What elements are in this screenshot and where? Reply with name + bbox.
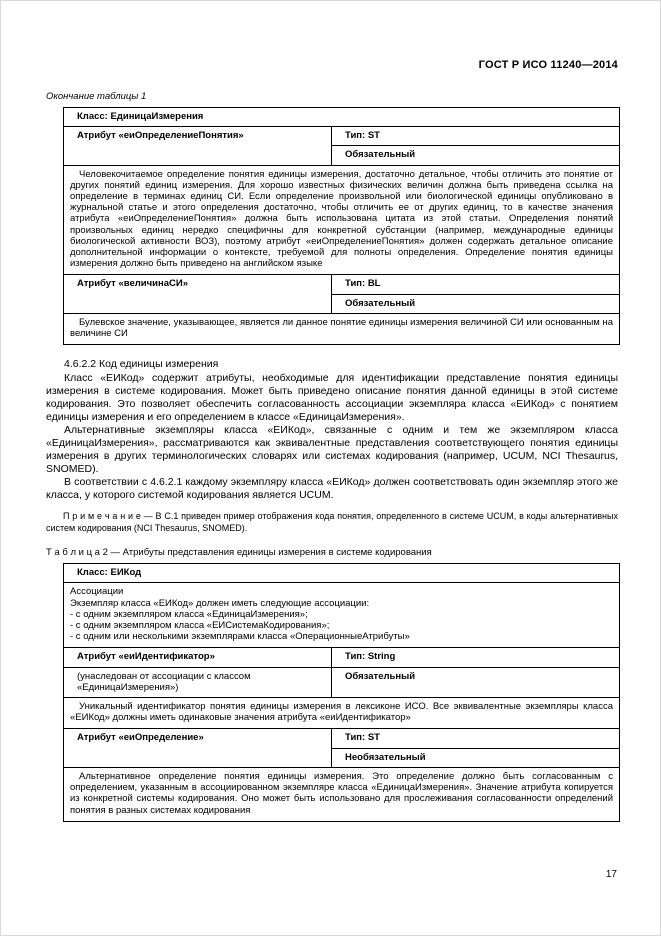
table-row [64,648,620,667]
table1-continuation-note: Окончание таблицы 1 [46,91,147,102]
table-row [64,564,620,583]
association-item: - с одним экземпляром класса «ЕИСистемаКодирования»; [70,620,330,632]
table1-attr-definition-requirement-cell: Обязательный [332,146,620,165]
table2-attr-identifier-type-cell: Тип: String [332,648,620,667]
table2-attr-identifier-requirement-cell: Обязательный [332,667,620,697]
table2-attr-definition-description-cell [64,767,620,821]
table-row [64,583,620,648]
table2-attr-definition-type-cell: Тип: ST [332,729,620,748]
table-row [64,127,620,146]
table-row [64,667,620,697]
description-text: Альтернативное определение понятия единицы измерения. Это определение должно быть согласованным с определением, указанным в ассоциированном экземпляре класса «ЕдиницаИзмерения». Значение атрибута копируется из конкретной системы кодирования. Оно может быть использовано для прослеживания согласованности определений понятия в разных системах кодирования [70,770,614,816]
table-row [64,108,620,127]
table2-attr-definition-requirement-cell: Необязательный [332,748,620,767]
table-row [64,313,620,344]
associations-title: Ассоциации [70,586,124,598]
paragraph: Класс «ЕИКод» содержит атрибуты, необходимые для идентификации представление понятия единицы измерения в системе кодирования. Может быть приведено описание понятия данной единицы в этой системе кодирования. Это позволяет обеспечить согласованность ассоциации экземпляра класса «ЕИКод» с понятием единицы измерения и его определением в классе «ЕдиницаИзмерения». [46,372,618,424]
table-row [64,275,620,294]
page-number: 17 [605,869,617,880]
table-row [64,165,620,275]
table1-attr-si-requirement-cell: Обязательный [332,294,620,313]
table-row [64,729,620,748]
description-text: Человекочитаемое определение понятия единицы измерения, достаточно детальное, чтобы отличить это понятие от других понятий единиц измерения. Для хорошо известных физических величин должна быть приведена ссылка на определение в терминах единиц СИ. Если определение произвольной или биологической единицы опубликовано в журнальной статье и этого определения достаточно, чтобы отличить ее от других единиц, то в качестве значения атрибута «еиОпределениеПонятия» должна быть использована цитата из этой статьи. Определения понятий произвольных единиц нередко специфичны для конкретной субстанции (например, международные единицы биологической активности ВОЗ), поэтому атрибут «еиОпределениеПонятия» должен содержать детальное описание дополнительной информации о контексте, требуемой для полноты определения. Определение понятия единицы измерения должно быть приведено на английском языке [70,168,613,270]
association-item: - с одним экземпляром класса «ЕдиницаИзмерения»; [70,608,308,620]
table2-ei-code [63,563,620,821]
table1-unit-of-measure [63,107,620,345]
table1-attr-definition-name-cell: Атрибут «еиОпределениеПонятия» [64,127,332,165]
section-heading: 4.6.2.2 Код единицы измерения [64,358,219,371]
associations-intro: Экземпляр класса «ЕИКод» должен иметь следующие ассоциации: [70,597,370,609]
table2-attr-identifier-name-cell: Атрибут «еиИдентификатор» [64,648,332,667]
table2-attr-identifier-description-cell [64,698,620,729]
table1-class-cell: Класс: ЕдиницаИзмерения [64,108,620,127]
description-text: Булевское значение, указывающее, является ли данное понятие единицы измерения величиной СИ или основанным на величине СИ [70,316,613,340]
table1-attr-si-type-cell: Тип: BL [332,275,620,294]
table1-attr-si-description-cell [64,313,620,344]
table1-attr-si-name-cell: Атрибут «величинаСИ» [64,275,332,313]
table-row [64,698,620,729]
paragraph: В соответствии с 4.6.2.1 каждому экземпляру класса «ЕИКод» должен соответствовать один экземпляр этого же класса, у которого системой кодирования является UCUM. [46,476,618,502]
table2-class-cell: Класс: ЕИКод [64,564,620,583]
table1-attr-definition-type-cell: Тип: ST [332,127,620,146]
doc-number-header: ГОСТ Р ИСО 11240—2014 [478,59,618,71]
association-item: - с одним или несколькими экземплярами класса «ОперационныеАтрибуты» [70,631,410,643]
table1-attr-definition-description-cell [64,165,620,275]
note-text: П р и м е ч а н и е — В С.1 приведен пример отображения кода понятия, определенного в системе UCUM, в коды альтернативных систем кодирования (NCI Thesaurus, SNOMED). [46,511,618,533]
table2-attr-identifier-inherited-cell: (унаследован от ассоциации с классом «ЕдиницаИзмерения») [64,667,332,697]
description-text: Уникальный идентификатор понятия единицы измерения в лексиконе ИСО. Все эквивалентные экземпляры класса «ЕИКод» должны иметь одинаковые значения атрибута «еиИдентификатор» [70,701,614,724]
paragraph: Альтернативные экземпляры класса «ЕИКод», связанные с одним и тем же экземпляром класса «ЕдиницаИзмерения», рассматриваются как эквивалентные представления соответствующего понятия единицы измерения в других терминологических словарях или системах кодирования (например, UCUM, NCI Thesaurus, SNOMED). [46,424,618,476]
page-content [1,1,660,822]
section-4-6-2-2 [46,358,618,534]
table2-caption: Т а б л и ц а 2 — Атрибуты представления единицы измерения в системе кодирования [46,547,432,559]
table-row [64,767,620,821]
table2-associations-cell [64,583,620,648]
table2-attr-definition-name-cell: Атрибут «еиОпределение» [64,729,332,767]
